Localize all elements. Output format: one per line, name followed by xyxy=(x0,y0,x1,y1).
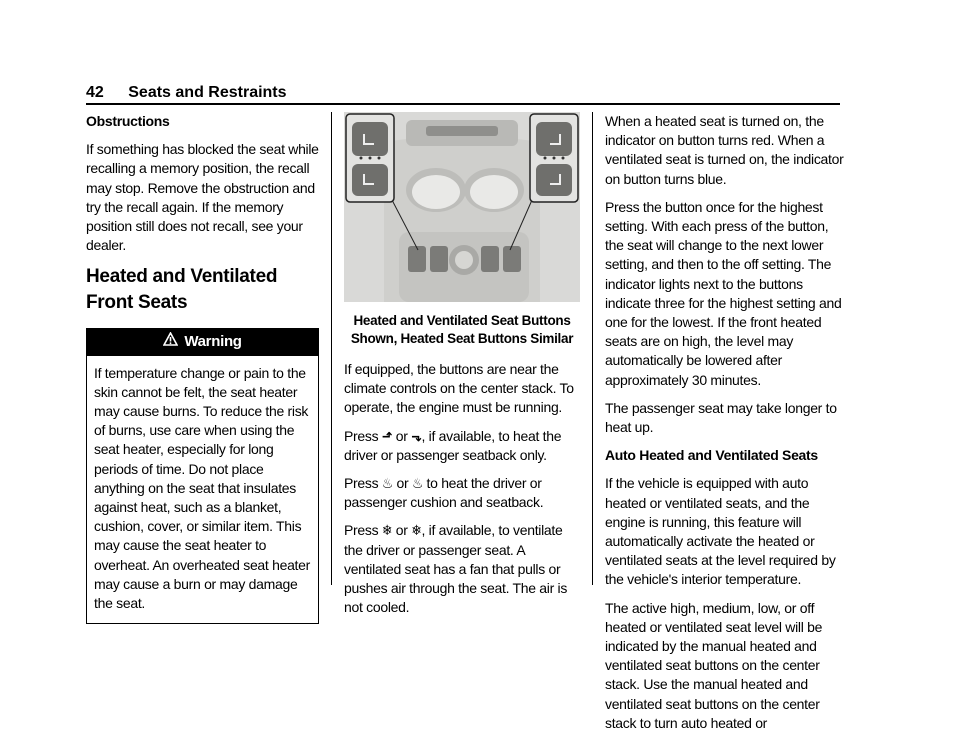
or-text: or xyxy=(395,522,408,539)
warning-title: Warning xyxy=(184,333,242,351)
warning-text: If temperature change or pain to the skin cannot be felt, the seat heater may cause burns. To reduce the risk of burns, use care when using the seat heater, especially for long periods of time. Do not place anything on the seat that insulates against heat, such as a blanket, cushion, cover, or similar item. This may cause the seat heater to overheat. An overheated seat heater may cause a burn or may damage the seat. xyxy=(94,364,310,612)
intro-paragraph: If equipped, the buttons are near the climate controls on the center stack. To operate, the engine must be running. xyxy=(344,361,574,416)
passenger-paragraph: The passenger seat may take longer to heat up. xyxy=(605,399,837,436)
seat-heat-driver-icon: ♨ xyxy=(381,475,393,492)
page-title: Seats and Restraints xyxy=(128,84,287,101)
press-text: Press xyxy=(344,522,379,539)
obstructions-heading: Obstructions xyxy=(86,113,170,129)
settings-paragraph: Press the button once for the highest setting. With each press of the button, the seat will change to the next lower setting, and then to the off setting. The indicator lights next to the buttons indicate three for the highest setting and one for the lowest. If the front heated seats are on high, the level may automatically be lowered after approximately 30 minutes. xyxy=(605,198,842,388)
warning-icon xyxy=(163,332,178,351)
ventilate-text: , if available, to ventilate the driver or passenger seat. A ventilated seat has a fan that pulls or pushes air through the seat. The air is not cooled. xyxy=(344,522,568,616)
cushion-heat-text: to heat the driver or passenger cushion and seatback. xyxy=(344,475,544,511)
seat-vent-driver-icon: ❄ xyxy=(381,522,393,539)
seatback-heat-driver-icon: ⬏ xyxy=(381,427,393,444)
or-text: or xyxy=(396,475,409,492)
auto-paragraph: If the vehicle is equipped with auto heated or ventilated seats, and the engine is running, this feature will automatically activate the heated or ventilated seats at the level required by the vehicle's interior temperature. xyxy=(605,475,836,588)
column-1 xyxy=(86,112,319,624)
auto-heading: Auto Heated and Ventilated Seats xyxy=(605,447,818,464)
warning-header xyxy=(87,329,318,355)
page-header xyxy=(86,84,287,102)
warning-box xyxy=(86,328,319,624)
seat-vent-passenger-icon: ❄ xyxy=(411,522,422,539)
column-2 xyxy=(344,112,580,626)
or-text: or xyxy=(395,427,408,444)
page-number: 42 xyxy=(86,84,104,101)
column-divider-1 xyxy=(331,112,332,585)
seatback-heat-text: , if available, to heat the driver or passenger seatback only. xyxy=(344,427,562,463)
column-divider-2 xyxy=(592,112,593,585)
seat-heat-passenger-icon: ♨ xyxy=(411,475,423,492)
cushion-heat-paragraph xyxy=(344,474,580,512)
ventilate-paragraph xyxy=(344,521,580,617)
press-text: Press xyxy=(344,427,379,444)
indicator-paragraph: When a heated seat is turned on, the indicator on button turns red. When a ventilated seat is turned on, the indicator on button turns blue. xyxy=(605,113,844,187)
column-3 xyxy=(605,112,845,742)
figure-caption: Heated and Ventilated Seat Buttons Shown, Heated Seat Buttons Similar xyxy=(350,313,574,346)
seatback-heat-paragraph xyxy=(344,427,580,465)
obstructions-text: If something has blocked the seat while recalling a memory position, the recall may stop. Remove the obstruction and try the recall again. If the memory position still does not recall, see your dealer. xyxy=(86,141,319,254)
auto-level-paragraph: The active high, medium, low, or off heated or ventilated seat level will be indicated by the manual heated and ventilated seat buttons on the center stack. Use the manual heated and ventilated seat buttons on the center stack to turn auto heated or xyxy=(605,599,823,731)
header-rule xyxy=(86,103,840,105)
seatback-heat-passenger-icon: ⬎ xyxy=(411,427,422,444)
press-text: Press xyxy=(344,475,379,492)
section-title: Heated and Ventilated Front Seats xyxy=(86,266,278,314)
seat-buttons-photo xyxy=(344,112,580,302)
